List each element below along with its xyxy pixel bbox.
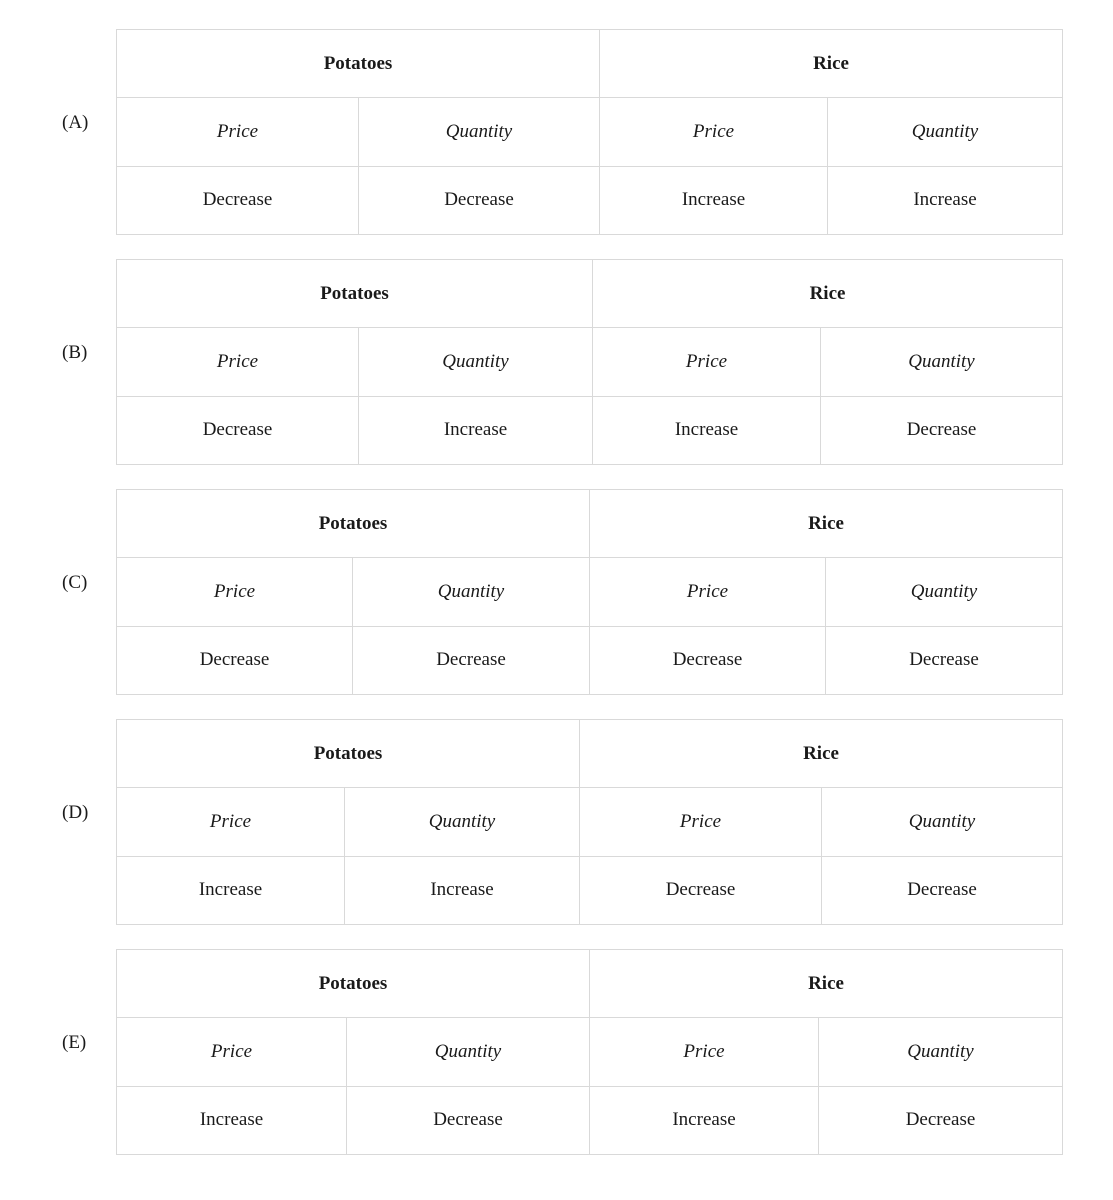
column-header-price: Price bbox=[117, 788, 345, 856]
table-row bbox=[117, 1086, 1063, 1154]
column-header-price: Price bbox=[117, 98, 359, 166]
group-header-rice: Rice bbox=[593, 260, 1063, 328]
group-header-potatoes: Potatoes bbox=[117, 30, 600, 98]
value-cell: Decrease bbox=[826, 626, 1063, 694]
column-header-quantity: Quantity bbox=[826, 558, 1063, 626]
group-header-potatoes: Potatoes bbox=[117, 260, 593, 328]
column-header-price: Price bbox=[117, 1018, 347, 1086]
value-cell: Increase bbox=[590, 1086, 819, 1154]
value-cell: Decrease bbox=[822, 856, 1063, 924]
group-header-potatoes: Potatoes bbox=[117, 950, 590, 1018]
value-cell: Decrease bbox=[353, 626, 590, 694]
value-cell: Decrease bbox=[117, 626, 353, 694]
column-header-quantity: Quantity bbox=[353, 558, 590, 626]
value-cell: Decrease bbox=[580, 856, 822, 924]
value-cell: Decrease bbox=[117, 396, 359, 464]
column-header-price: Price bbox=[580, 788, 822, 856]
option-label: (D) bbox=[62, 802, 89, 823]
column-header-price: Price bbox=[600, 98, 828, 166]
answer-table bbox=[116, 719, 1063, 925]
option-label: (C) bbox=[62, 572, 88, 593]
value-cell: Increase bbox=[600, 166, 828, 234]
column-header-quantity: Quantity bbox=[359, 328, 593, 396]
column-header-quantity: Quantity bbox=[828, 98, 1063, 166]
option-e bbox=[0, 949, 1113, 1155]
group-header-potatoes: Potatoes bbox=[117, 490, 590, 558]
table-row bbox=[117, 260, 1063, 328]
value-cell: Increase bbox=[593, 396, 821, 464]
table-row bbox=[117, 950, 1063, 1018]
value-cell: Increase bbox=[117, 1086, 347, 1154]
table-row bbox=[117, 788, 1063, 856]
option-a bbox=[0, 29, 1113, 235]
column-header-quantity: Quantity bbox=[345, 788, 580, 856]
value-cell: Decrease bbox=[821, 396, 1063, 464]
value-cell: Decrease bbox=[819, 1086, 1063, 1154]
group-header-rice: Rice bbox=[590, 490, 1063, 558]
table-row bbox=[117, 98, 1063, 166]
column-header-price: Price bbox=[590, 1018, 819, 1086]
answer-table bbox=[116, 949, 1063, 1155]
value-cell: Increase bbox=[345, 856, 580, 924]
column-header-price: Price bbox=[117, 558, 353, 626]
group-header-rice: Rice bbox=[580, 720, 1063, 788]
table-row bbox=[117, 490, 1063, 558]
column-header-quantity: Quantity bbox=[359, 98, 600, 166]
column-header-quantity: Quantity bbox=[822, 788, 1063, 856]
value-cell: Increase bbox=[828, 166, 1063, 234]
column-header-price: Price bbox=[593, 328, 821, 396]
group-header-rice: Rice bbox=[590, 950, 1063, 1018]
option-label: (A) bbox=[62, 112, 89, 133]
table-row bbox=[117, 30, 1063, 98]
column-header-price: Price bbox=[117, 328, 359, 396]
value-cell: Decrease bbox=[347, 1086, 590, 1154]
answer-table bbox=[116, 259, 1063, 465]
option-d bbox=[0, 719, 1113, 925]
group-header-potatoes: Potatoes bbox=[117, 720, 580, 788]
table-row bbox=[117, 626, 1063, 694]
option-c bbox=[0, 489, 1113, 695]
value-cell: Decrease bbox=[117, 166, 359, 234]
answer-table bbox=[116, 29, 1063, 235]
table-row bbox=[117, 396, 1063, 464]
table-row bbox=[117, 328, 1063, 396]
option-label: (E) bbox=[62, 1032, 87, 1053]
column-header-quantity: Quantity bbox=[347, 1018, 590, 1086]
group-header-rice: Rice bbox=[600, 30, 1063, 98]
option-label: (B) bbox=[62, 342, 88, 363]
table-row bbox=[117, 558, 1063, 626]
value-cell: Decrease bbox=[359, 166, 600, 234]
table-row bbox=[117, 166, 1063, 234]
column-header-quantity: Quantity bbox=[819, 1018, 1063, 1086]
column-header-price: Price bbox=[590, 558, 826, 626]
table-row bbox=[117, 720, 1063, 788]
answer-table bbox=[116, 489, 1063, 695]
value-cell: Increase bbox=[117, 856, 345, 924]
option-b bbox=[0, 259, 1113, 465]
value-cell: Increase bbox=[359, 396, 593, 464]
value-cell: Decrease bbox=[590, 626, 826, 694]
column-header-quantity: Quantity bbox=[821, 328, 1063, 396]
table-row bbox=[117, 1018, 1063, 1086]
table-row bbox=[117, 856, 1063, 924]
